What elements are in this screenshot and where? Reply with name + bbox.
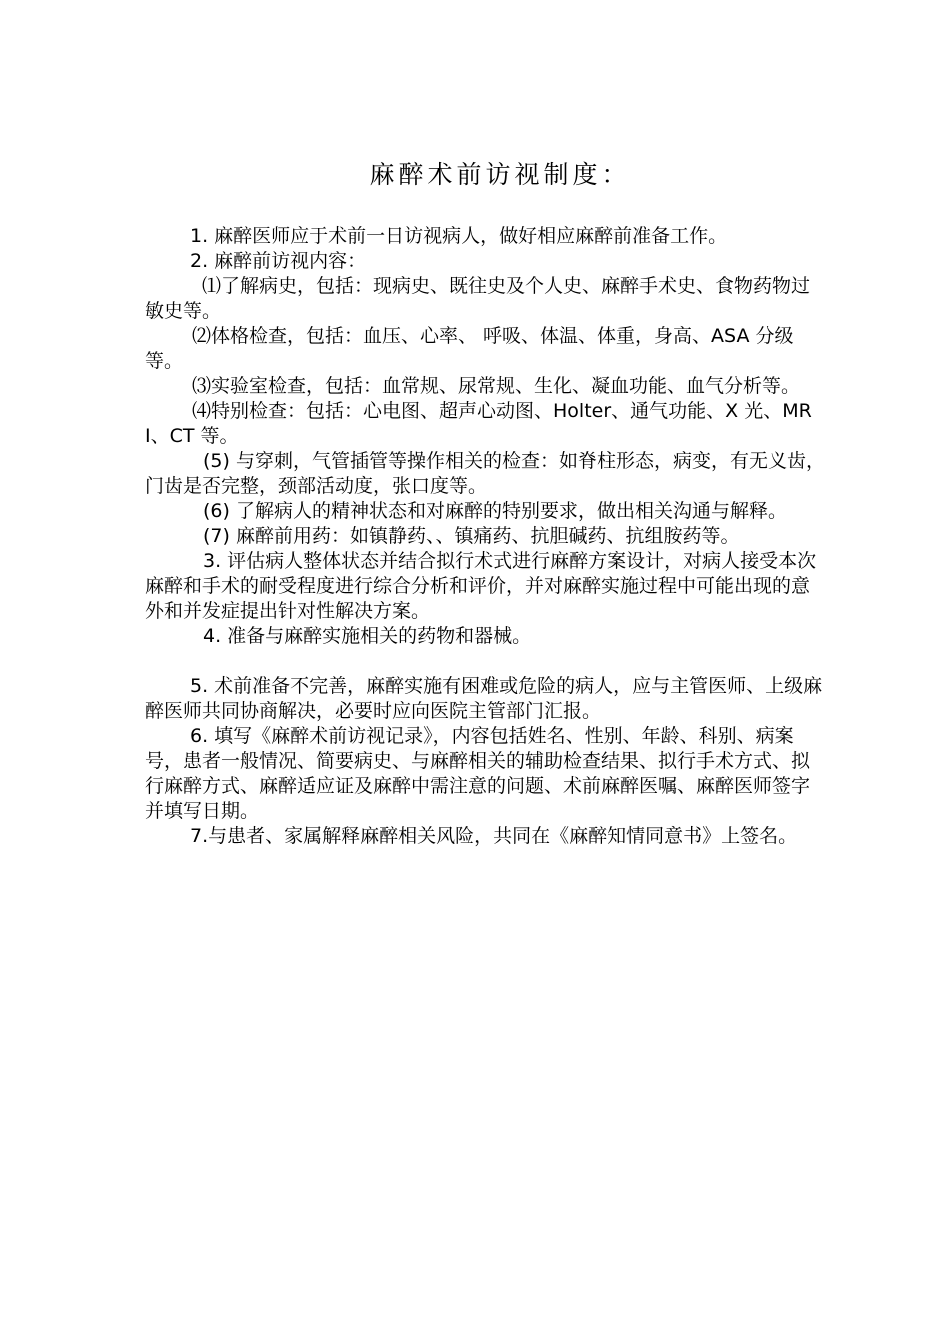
paragraph-2-item-1: ⑴了解病史，包括：现病史、既往史及个人史、麻醉手术史、食物药物过敏史等。 bbox=[145, 275, 811, 322]
paragraph-2-item-7: (7) 麻醉前用药：如镇静药、、镇痛药、抗胆碱药、抗组胺药等。 bbox=[203, 525, 740, 547]
paragraph-3: 3. 评估病人整体状态并结合拟行术式进行麻醉方案设计，对病人接受本次麻醉和手术的耐受程度进行综合分析和评价，并对麻醉实施过程中可能出现的意外和并发症提出针对性解决方案。 bbox=[145, 550, 817, 622]
document-body bbox=[145, 224, 825, 849]
paragraph-6: 6. 填写《麻醉术前访视记录》，内容包括姓名、性别、年龄、科别、病案号，患者一般情况、简要病史、与麻醉相关的辅助检查结果、拟行手术方式、拟行麻醉方式、麻醉适应证及麻醉中需注意的问题、术前麻醉医嘱、麻醉医师签字并填写日期。 bbox=[145, 725, 811, 822]
paragraph-2-item-6: (6) 了解病人的精神状态和对麻醉的特别要求，做出相关沟通与解释。 bbox=[203, 500, 787, 522]
document-title: 麻醉术前访视制度： bbox=[369, 160, 631, 189]
paragraph-4: 4. 准备与麻醉实施相关的药物和器械。 bbox=[203, 625, 532, 647]
paragraph-5: 5. 术前准备不完善，麻醉实施有困难或危险的病人，应与主管医师、上级麻醉医师共同协商解决，必要时应向医院主管部门汇报。 bbox=[145, 675, 823, 722]
paragraph-2-item-3: ⑶实验室检查，包括：血常规、尿常规、生化、凝血功能、血气分析等。 bbox=[192, 375, 801, 397]
paragraph-2-item-4: ⑷特别检查：包括：心电图、超声心动图、Holter、通气功能、X 光、MRI、CT 等。 bbox=[145, 400, 812, 447]
paragraph-2: 2. 麻醉前访视内容： bbox=[190, 250, 367, 272]
paragraph-2-item-2: ⑵体格检查，包括：血压、心率、 呼吸、体温、体重，身高、ASA 分级等。 bbox=[145, 325, 794, 372]
paragraph-7: 7.与患者、家属解释麻醉相关风险，共同在《麻醉知情同意书》上签名。 bbox=[190, 825, 798, 847]
paragraph-1: 1. 麻醉医师应于术前一日访视病人，做好相应麻醉前准备工作。 bbox=[190, 225, 728, 247]
paragraph-2-item-5: (5) 与穿刺，气管插管等操作相关的检查：如脊柱形态，病变，有无义齿，门齿是否完整，颈部活动度，张口度等。 bbox=[145, 450, 825, 497]
paragraph-spacer bbox=[145, 649, 825, 674]
